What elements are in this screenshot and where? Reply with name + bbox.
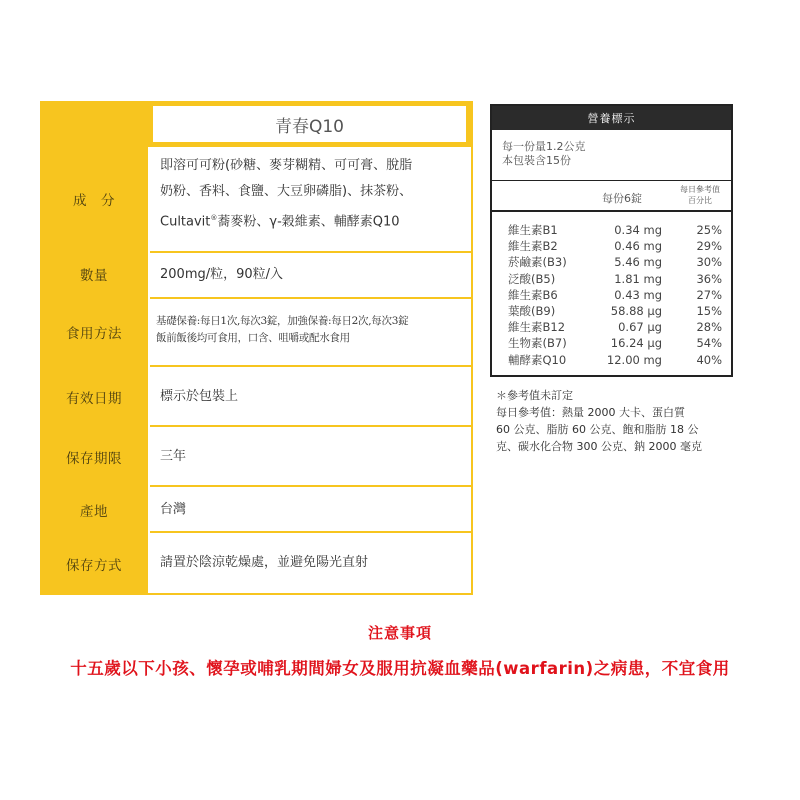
nutrient-name: 生物素(B7): [508, 336, 567, 351]
nutrient-row: [508, 303, 722, 319]
usage-line-1: 基礎保養:每日1次,每次3錠，加強保養:每日2次,每次3錠: [156, 315, 409, 327]
nutrition-title: 營養標示: [492, 106, 731, 130]
nutrient-percent: 36%: [696, 271, 722, 286]
nutrient-name: 維生素B1: [508, 223, 558, 237]
label-ingredients: 成 分: [73, 193, 115, 209]
ingredients-cultavit: Cultavit: [160, 214, 211, 230]
label-quantity: 數量: [80, 268, 108, 284]
ingredients-text: [160, 153, 412, 235]
nutrient-row: [508, 238, 722, 254]
nutrient-percent: 27%: [696, 287, 722, 302]
quantity-value: 200mg/粒，90粒/入: [160, 267, 284, 282]
serving-size: 每一份量1.2公克: [502, 140, 586, 153]
per-serving-header: 每份6錠: [602, 192, 642, 205]
nutrient-row: [508, 254, 722, 270]
nutrition-panel: [490, 104, 733, 377]
servings-per-package: 本包裝含15份: [502, 154, 571, 167]
nutrient-name: 維生素B2: [508, 239, 558, 254]
usage-cell: [150, 299, 471, 367]
reference-note-line-1: ＊參考值未訂定: [496, 389, 573, 402]
ingredients-line-2: 奶粉、香料、食鹽、大豆卵磷脂)、抹茶粉、: [160, 184, 413, 199]
nutrient-name: 泛酸(B5): [508, 271, 556, 286]
reference-note-line-4: 克、碳水化合物 300 公克、鈉 2000 毫克: [496, 440, 702, 453]
ingredients-line-3-rest: 蕎麥粉、γ-穀維素、輔酵素Q10: [217, 214, 400, 230]
product-title: 青春Q10: [148, 101, 471, 147]
warning-title: 注意事項: [367, 624, 432, 642]
nutrient-percent: 30%: [696, 255, 722, 270]
nutrient-amount: 0.46 mg: [614, 239, 662, 254]
nutrient-percent: 40%: [696, 352, 722, 367]
nutrient-percent: 28%: [696, 320, 722, 335]
reference-note-line-2: 每日參考值：熱量 2000 大卡、蛋白質: [496, 406, 685, 419]
nutrient-percent: 15%: [696, 303, 722, 318]
nutrient-row: [508, 287, 722, 303]
value-column: [148, 101, 473, 595]
shelf-life-value: 三年: [160, 449, 187, 464]
label-origin: 產地: [80, 504, 108, 520]
nutrient-amount: 0.67 μg: [618, 320, 662, 335]
label-storage: 保存方式: [66, 558, 122, 574]
nutrient-amount: 16.24 μg: [610, 336, 662, 351]
expiry-value: 標示於包裝上: [160, 389, 239, 404]
nutrient-name: 維生素B12: [508, 320, 566, 335]
nutrient-percent: 25%: [696, 223, 722, 237]
nutrient-amount: 0.43 mg: [614, 287, 662, 302]
ingredients-line-3: [160, 205, 412, 235]
nutrition-divider: [492, 210, 731, 212]
label-column: [40, 101, 148, 595]
storage-value: 請置於陰涼乾燥處，並避免陽光直射: [160, 555, 369, 570]
reference-note: [496, 387, 702, 455]
daily-reference-header: [670, 184, 730, 206]
warning-text: 十五歲以下小孩、懷孕或哺乳期間婦女及服用抗凝血藥品(warfarin)之病患，不宜食用: [70, 659, 730, 678]
serving-info: [502, 140, 586, 168]
nutrient-row: [508, 319, 722, 335]
registered-mark: ®: [210, 214, 218, 222]
nutrient-percent: 54%: [696, 336, 722, 351]
usage-line-2: 飯前飯後均可食用，口含、咀嚼或配水食用: [156, 332, 350, 344]
ingredients-cell: [150, 147, 471, 251]
daily-reference-line-2: 百分比: [688, 196, 712, 205]
nutrient-name: 葉酸(B9): [508, 303, 556, 318]
label-shelf-life: 保存期限: [66, 451, 122, 467]
nutrient-amount: 1.81 mg: [614, 271, 662, 286]
nutrient-amount: 0.34 mg: [614, 223, 662, 237]
daily-reference-line-1: 每日參考值: [680, 185, 720, 194]
nutrient-name: 輔酵素Q10: [508, 352, 567, 367]
nutrient-row: [508, 222, 722, 238]
nutrient-percent: 29%: [696, 239, 722, 254]
nutrient-row: [508, 335, 722, 351]
label-usage: 食用方法: [66, 326, 122, 342]
reference-note-line-3: 60 公克、脂肪 60 公克、飽和脂肪 18 公: [496, 423, 699, 436]
nutrition-rows: [508, 222, 722, 368]
nutrient-amount: 12.00 mg: [606, 352, 662, 367]
nutrition-divider: [492, 180, 731, 181]
label-expiry: 有效日期: [66, 391, 122, 407]
nutrient-amount: 5.46 mg: [614, 255, 662, 270]
ingredients-line-1: 即溶可可粉(砂糖、麥芽糊精、可可膏、脫脂: [160, 158, 413, 173]
nutrient-name: 維生素B6: [508, 287, 558, 302]
nutrient-row: [508, 352, 722, 368]
nutrient-name: 菸鹼素(B3): [508, 255, 567, 270]
origin-value: 台灣: [160, 502, 187, 517]
nutrient-row: [508, 271, 722, 287]
nutrient-amount: 58.88 μg: [610, 303, 662, 318]
